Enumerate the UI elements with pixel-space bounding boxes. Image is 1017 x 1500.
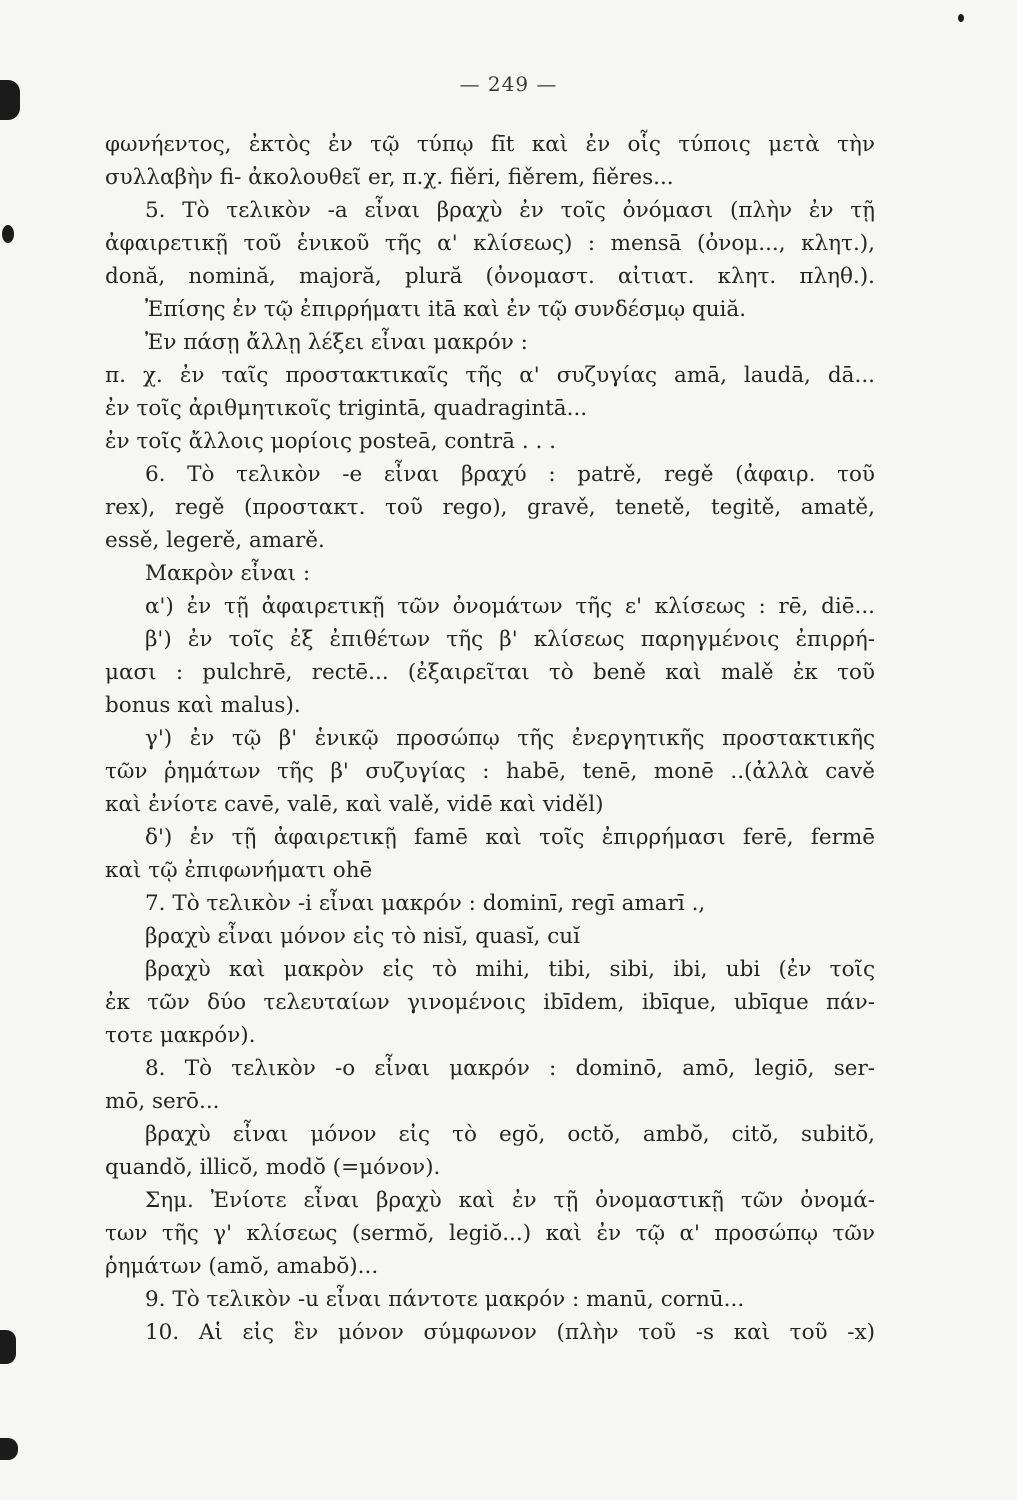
text-line: π. χ. ἐν ταῖς προστακτικαῖς τῆς α' συζυγίας amā, laudā, dā... bbox=[105, 363, 875, 388]
body-text bbox=[105, 128, 875, 1349]
text-line: Μακρὸν εἶναι : bbox=[145, 561, 311, 586]
text-line: ἀφαιρετικῇ τοῦ ἑνικοῦ τῆς α' κλίσεως) : mensā (ὀνομ..., κλητ.), bbox=[105, 231, 875, 256]
text-line: γ') ἐν τῷ β' ἑνικῷ προσώπῳ τῆς ἐνεργητικῆς προστακτικῆς bbox=[145, 726, 875, 751]
text-line: μασι : pulchrē, rectē... (ἐξαιρεῖται τὸ beně καὶ malě ἐκ τοῦ bbox=[105, 660, 875, 685]
text-line: 8. Τὸ τελικὸν -o εἶναι μακρόν : dominō, amō, legiō, ser- bbox=[145, 1056, 875, 1081]
text-line: essě, legerě, amarě. bbox=[105, 528, 325, 553]
punch-hole-mark bbox=[2, 225, 14, 243]
text-line: τῶν ῥημάτων τῆς β' συζυγίας : habē, tenē, monē ..(ἀλλὰ cavě bbox=[105, 759, 875, 784]
text-line: rex), regě (προστακτ. τοῦ rego), gravě, tenetě, tegitě, amatě, bbox=[105, 495, 875, 520]
text-line: συλλαβὴν fi- ἀκολουθεῖ er, π.χ. fiěri, fiěrem, fiěres... bbox=[105, 165, 674, 190]
text-line: 7. Τὸ τελικὸν -i εἶναι μακρόν : dominī, regī amarī ., bbox=[145, 891, 706, 916]
text-line: 10. Αἱ εἰς ἓν μόνον σύμφωνον (πλὴν τοῦ -s καὶ τοῦ -x) bbox=[145, 1320, 875, 1345]
text-line: β') ἐν τοῖς ἐξ ἐπιθέτων τῆς β' κλίσεως παρηγμένοις ἐπιρρή- bbox=[145, 627, 875, 652]
text-line: 5. Τὸ τελικὸν -a εἶναι βραχὺ ἐν τοῖς ὀνόμασι (πλὴν ἐν τῇ bbox=[145, 198, 875, 223]
punch-hole-mark bbox=[0, 80, 20, 120]
text-line: ῥημάτων (amŏ, amabŏ)... bbox=[105, 1254, 379, 1279]
text-line: Ἐπίσης ἐν τῷ ἐπιρρήματι itā καὶ ἐν τῷ συνδέσμῳ quiă. bbox=[145, 297, 747, 322]
punch-hole-mark bbox=[0, 1330, 16, 1364]
text-line: 6. Τὸ τελικὸν -e εἶναι βραχύ : patrě, regě (ἀφαιρ. τοῦ bbox=[145, 462, 875, 487]
text-line: τοτε μακρόν). bbox=[105, 1023, 256, 1048]
text-line: βραχὺ εἶναι μόνον εἰς τὸ nisĭ, quasĭ, cuĭ bbox=[145, 924, 580, 949]
text-line: α') ἐν τῇ ἀφαιρετικῇ τῶν ὀνομάτων τῆς ε' κλίσεως : rē, diē... bbox=[145, 594, 875, 619]
text-line: bonus καὶ malus). bbox=[105, 693, 301, 718]
text-line: φωνήεντος, ἐκτὸς ἐν τῷ τύπῳ fīt καὶ ἐν οἷς τύποις μετὰ τὴν bbox=[105, 132, 875, 157]
text-line: δ') ἐν τῇ ἀφαιρετικῇ famē καὶ τοῖς ἐπιρρήμασι ferē, fermē bbox=[145, 825, 875, 850]
text-line: mō, serō... bbox=[105, 1089, 220, 1114]
text-line: donă, nomină, majoră, plură (ὀνομαστ. αἰτιατ. κλητ. πληθ.). bbox=[105, 264, 875, 289]
text-line: βραχὺ καὶ μακρὸν εἰς τὸ mihi, tibi, sibi, ibi, ubi (ἐν τοῖς bbox=[145, 957, 875, 982]
text-line: καὶ τῷ ἐπιφωνήματι ohē bbox=[105, 858, 373, 883]
text-line: quandŏ, illicŏ, modŏ (=μόνον). bbox=[105, 1155, 441, 1180]
text-line: καὶ ἐνίοτε cavē, valē, καὶ valě, vidē καὶ viděl) bbox=[105, 792, 604, 817]
text-line: βραχὺ εἶναι μόνον εἰς τὸ egŏ, octŏ, ambŏ, citŏ, subitŏ, bbox=[145, 1122, 875, 1147]
page-number: — 249 — bbox=[459, 72, 558, 96]
speck-mark bbox=[958, 14, 964, 22]
text-line: Σημ. Ἐνίοτε εἶναι βραχὺ καὶ ἐν τῇ ὀνομαστικῇ τῶν ὀνομά- bbox=[145, 1188, 875, 1213]
text-line: ἐν τοῖς ἀριθμητικοῖς trigintā, quadragintā... bbox=[105, 396, 588, 421]
text-line: 9. Τὸ τελικὸν -u εἶναι πάντοτε μακρόν : manū, cornū... bbox=[145, 1287, 745, 1312]
text-line: ἐκ τῶν δύο τελευταίων γινομένοις ibīdem, ibīque, ubīque πάν- bbox=[105, 990, 875, 1015]
text-line: των τῆς γ' κλίσεως (sermŏ, legiŏ...) καὶ ἐν τῷ α' προσώπῳ τῶν bbox=[105, 1221, 875, 1246]
punch-hole-mark bbox=[0, 1438, 18, 1460]
text-line: ἐν τοῖς ἄλλοις μορίοις posteā, contrā . . . bbox=[105, 429, 557, 454]
text-line: Ἐν πάσῃ ἄλλῃ λέξει εἶναι μακρόν : bbox=[145, 330, 528, 355]
